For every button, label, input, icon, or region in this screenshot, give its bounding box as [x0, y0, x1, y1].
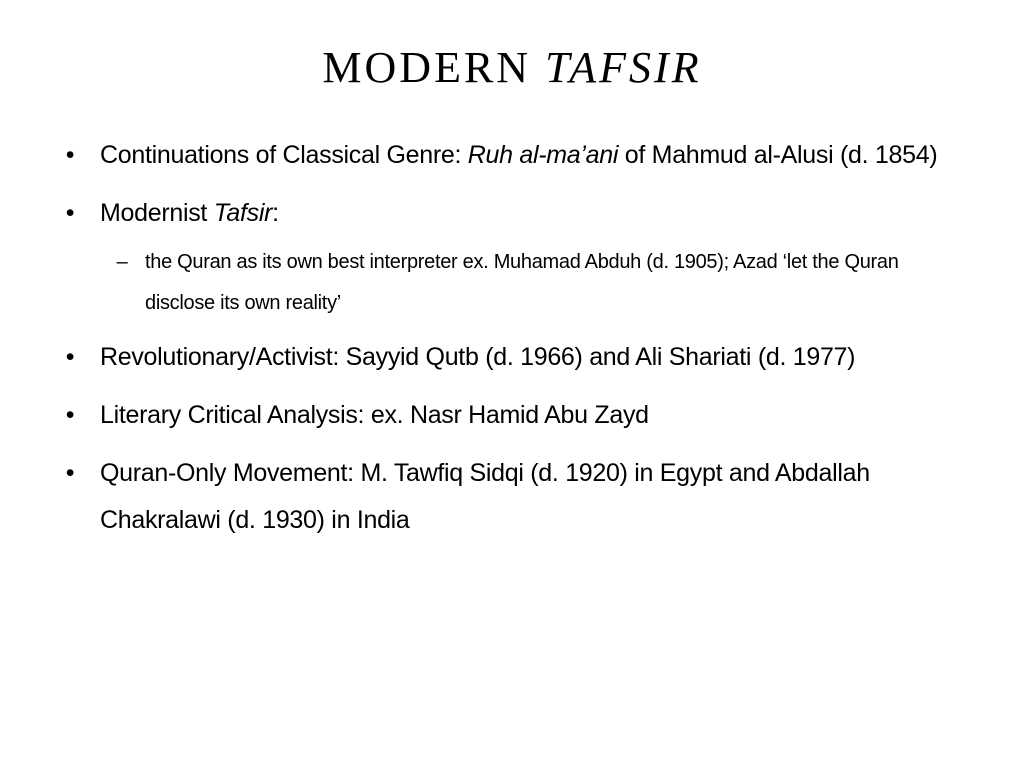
bullet-icon: •: [65, 141, 75, 169]
item-text: Modernist: [100, 199, 214, 227]
list-item-modernist-tafsir: [60, 190, 960, 237]
sub-list-item-quran-interpreter: [60, 242, 960, 324]
item-text: Revolutionary/Activist: Sayyid Qutb (d. 1966) and Ali Shariati (d. 1977): [100, 343, 856, 371]
bullet-icon: •: [65, 459, 75, 487]
sub-item-text: the Quran as its own best interpreter ex. Muhamad Abduh (d. 1905); Azad ‘let the Quran disclose its own reality’: [145, 251, 899, 314]
title-prefix: MODERN: [322, 43, 546, 92]
item-emphasis: Ruh al-ma’ani: [467, 141, 619, 169]
list-item-literary-critical: [60, 392, 960, 439]
item-text: Quran-Only Movement: M. Tawfiq Sidqi (d. 1920) in Egypt and Abdallah Chakralawi (d. 1930) in India: [100, 459, 870, 534]
list-item-quran-only: [60, 450, 960, 544]
bullet-list: [60, 132, 960, 555]
bullet-icon: •: [65, 343, 75, 371]
item-text-after: of Mahmud al-Alusi (d. 1854): [618, 141, 938, 169]
list-item-classical-genre: [60, 132, 960, 179]
bullet-icon: •: [65, 401, 75, 429]
dash-icon: –: [116, 251, 128, 273]
bullet-icon: •: [65, 199, 75, 227]
item-text-after: :: [272, 199, 279, 227]
title-emphasis: TAFSIR: [545, 43, 702, 92]
item-emphasis: Tafsir: [213, 199, 273, 227]
slide-title: [0, 38, 1024, 98]
item-text: Continuations of Classical Genre:: [100, 141, 468, 169]
item-text: Literary Critical Analysis: ex. Nasr Hamid Abu Zayd: [100, 401, 649, 429]
list-item-revolutionary: [60, 334, 960, 381]
